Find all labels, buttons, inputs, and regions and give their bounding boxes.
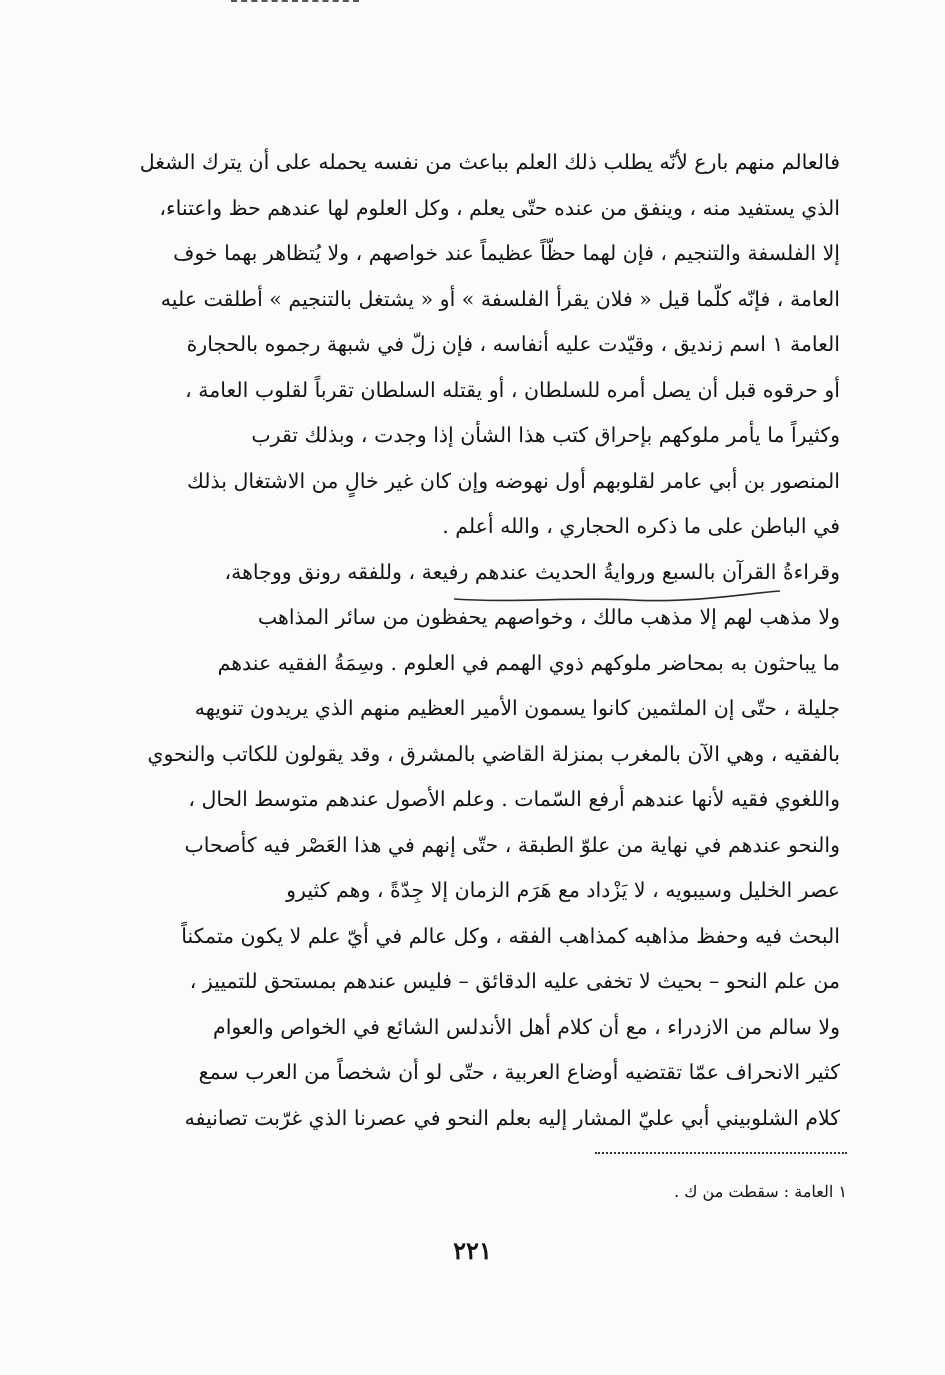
text-line: البحث فيه وحفظ مذاهبه كمذاهب الفقه ، وكل عالم في أيّ علم لا يكون متمكناً [181,923,840,948]
text-line: الذي يستفيد منه ، وينفق من عنده حتّى يعلم ، وكل العلوم لها عندهم حظ واعتناء، [159,195,840,220]
top-edge-mark [231,0,359,2]
footnote: ١ العامة : سقطت من ك . [674,1182,847,1201]
text-line: إلا الفلسفة والتنجيم ، فإن لهما حظّاً عظيماً عند خواصهم ، ولا يُتظاهر بهما خوف [173,241,840,265]
page-number: ٢٢١ [453,1236,492,1265]
text-line: كثير الانحراف عمّا تقتضيه أوضاع العربية ، حتّى لو أن شخصاً من العرب سمع [198,1060,840,1084]
footnote-separator [595,1152,847,1154]
text-line: العامة ، فإنّه كلّما قيل « فلان يقرأ الفلسفة » أو « يشتغل بالتنجيم » أطلقت عليه [160,286,840,311]
text-line: والنحو عندهم في نهاية من علوّ الطبقة ، حتّى إنهم في هذا العَصْر فيه كأصحاب [184,832,840,857]
text-line: جليلة ، حتّى إن الملثمين كانوا يسمون الأمير العظيم منهم الذي يريدون تنويهه [194,696,840,720]
handwritten-underline [452,579,782,605]
text-line: في الباطن على ما ذكره الحجاري ، والله أعلم . [442,514,840,538]
text-line: بالفقيه ، وهي الآن بالمغرب بمنزلة القاضي بالمشرق ، وقد يقولون للكاتب والنحوي [147,741,840,766]
text-line: وقراءةُ القرآن بالسبع وروايةُ الحديث عندهم رفيعة ، وللفقه رونق ووجاهة، [224,559,840,584]
text-line: فالعالم منهم بارع لأنّه يطلب ذلك العلم بباعث من نفسه يحمله على أن يترك الشغل [139,150,840,174]
text-line: ولا مذهب لهم إلا مذهب مالك ، وخواصهم يحفظون من سائر المذاهب [257,605,840,629]
text-line: أو حرقوه قبل أن يصل أمره للسلطان ، أو يقتله السلطان تقرباً لقلوب العامة ، [185,377,840,402]
text-line: عصر الخليل وسيبويه ، لا يَزْداد مع هَرَم الزمان إلا جِدّةً ، وهم كثيرو [286,878,840,902]
text-line: ما يباحثون به بمحاضر ملوكهم ذوي الهمم في العلوم . وسِمَةُ الفقيه عندهم [217,650,840,675]
text-line: العامة ١ اسم زنديق ، وقيّدت عليه أنفاسه ، فإن زلّ في شبهة رجموه بالحجارة [186,332,840,356]
text-line: المنصور بن أبي عامر لقلوبهم أول نهوضه وإن كان غير خالٍ من الاشتغال بذلك [186,468,840,493]
text-line: من علم النحو – بحيث لا تخفى عليه الدقائق – فليس عندهم بمستحق للتمييز ، [189,969,840,993]
text-line: وكثيراً ما يأمر ملوكهم بإحراق كتب هذا الشأن إذا وجدت ، وبذلك تقرب [251,423,840,447]
text-line: ولا سالم من الازدراء ، مع أن كلام أهل الأندلس الشائع في الخواص والعوام [213,1014,840,1039]
text-line: كلام الشلوبيني أبي عليّ المشار إليه بعلم النحو في عصرنا الذي غرّبت تصانيفه [184,1105,840,1130]
text-line: واللغوي فقيه لأنها عندهم أرفع السّمات . وعلم الأصول عندهم متوسط الحال ، [188,787,840,811]
main-text [120,140,840,1141]
